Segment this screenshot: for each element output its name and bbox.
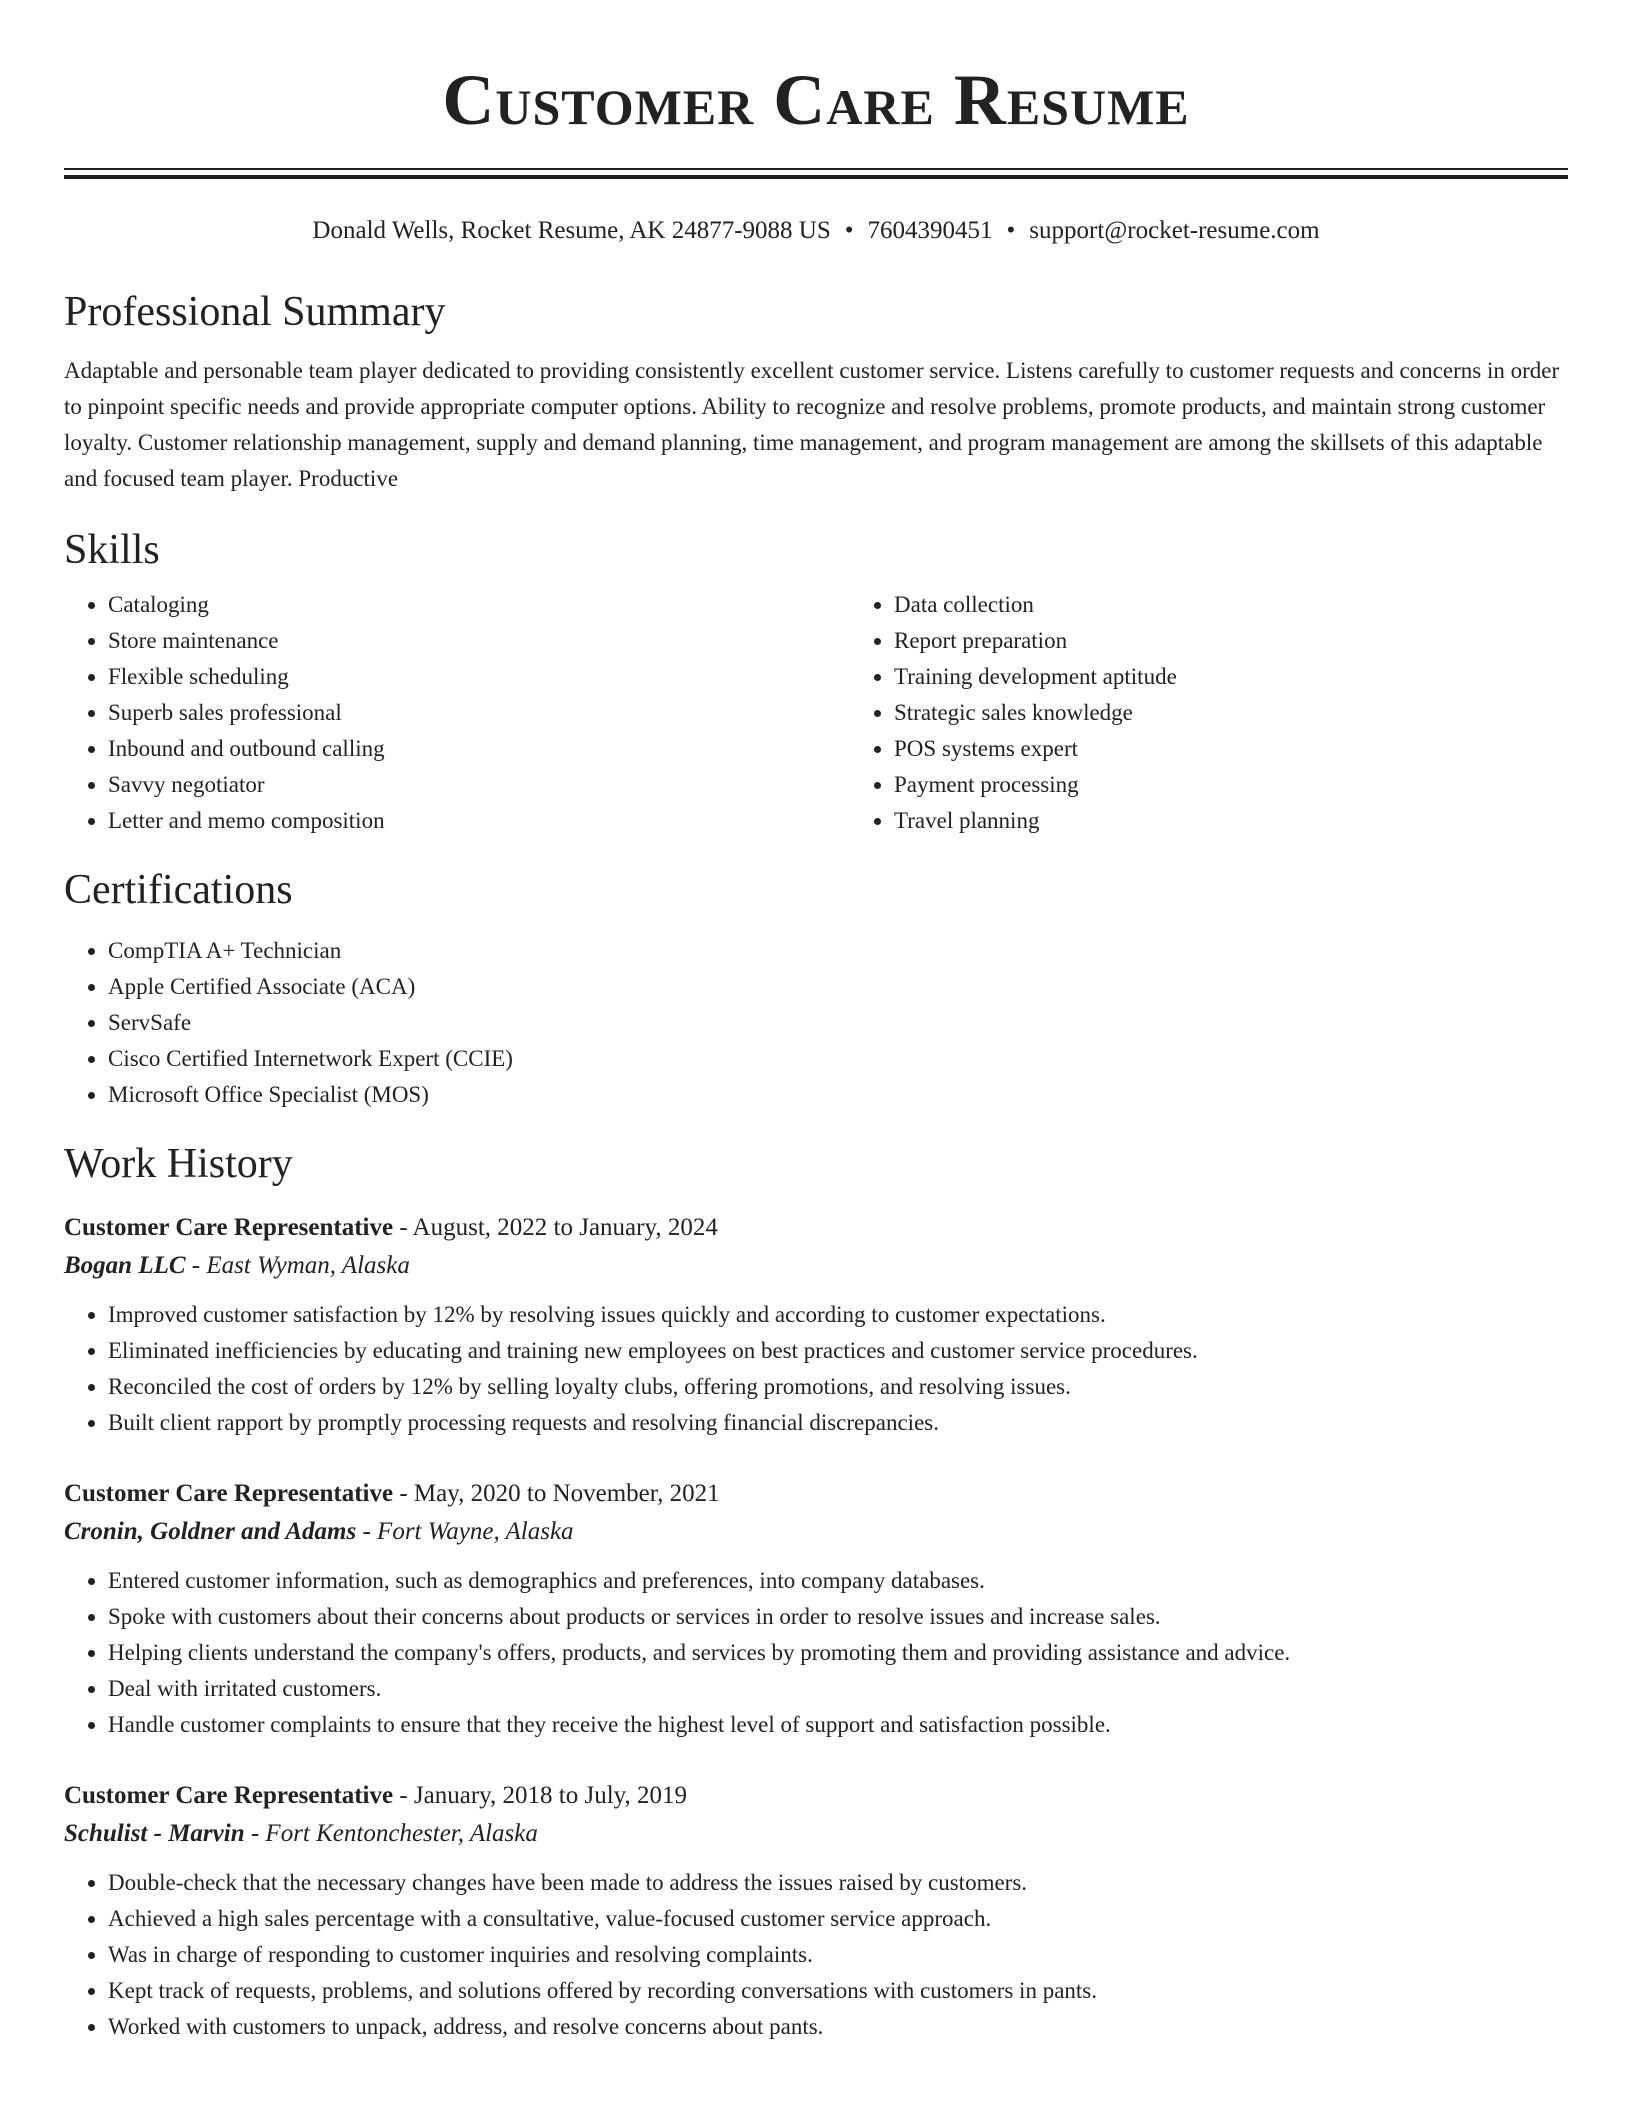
job-company-line [64, 1513, 1568, 1551]
job-bullet: • Achieved a high sales percentage with a consultative, value-focused customer service approach. [108, 1901, 1568, 1937]
job-bullet: • Deal with irritated customers. [108, 1671, 1568, 1707]
job-entry [64, 1777, 1568, 2045]
job-dates: - August, 2022 to January, 2024 [393, 1214, 718, 1241]
resume-content [64, 0, 1568, 2045]
job-company-line [64, 1815, 1568, 1853]
page-title: Customer Care Resume [442, 60, 1190, 140]
job-location: - East Wyman, Alaska [185, 1252, 410, 1279]
contact-address: Donald Wells, Rocket Resume, AK 24877-9088 US [312, 217, 831, 244]
job-bullets [64, 1297, 1568, 1441]
job-header [64, 1777, 1568, 1815]
job-bullet: • Kept track of requests, problems, and solutions offered by recording conversations with customers in pants. [108, 1973, 1568, 2009]
job-bullet: • Improved customer satisfaction by 12% by resolving issues quickly and according to customer expectations. [108, 1297, 1568, 1333]
certification-item: • Cisco Certified Internetwork Expert (CCIE) [108, 1041, 1568, 1077]
skill-item: • Inbound and outbound calling [108, 731, 850, 767]
contact-separator: • [1006, 217, 1016, 244]
job-bullets [64, 1865, 1568, 2045]
job-bullet: • Spoke with customers about their concerns about products or services in order to resolve issues and increase sales. [108, 1599, 1568, 1635]
summary-text: Adaptable and personable team player dedicated to providing consistently excellent customer service. Listens carefully to customer requests and concerns in order to pinpoint specific needs and provide appropriate computer options. Ability to recognize and resolve problems, promote products, and maintain strong customer loyalty. Customer relationship management, supply and demand planning, time management, and program management are among the skillsets of this adaptable and focused team player. Productive [64, 358, 1560, 491]
job-entry [64, 1209, 1568, 1441]
job-bullet: • Was in charge of responding to customer inquiries and resolving complaints. [108, 1937, 1568, 1973]
skill-item: • Travel planning [894, 803, 1568, 839]
certification-item: • Apple Certified Associate (ACA) [108, 969, 1568, 1005]
job-dates: - January, 2018 to July, 2019 [393, 1782, 688, 1809]
job-company: Cronin, Goldner and Adams [64, 1518, 357, 1545]
certification-item: • ServSafe [108, 1005, 1568, 1041]
job-bullet: • Helping clients understand the company's offers, products, and services by promoting them and providing assistance and advice. [108, 1635, 1568, 1671]
job-bullet: • Eliminated inefficiencies by educating and training new employees on best practices and customer service procedures. [108, 1333, 1568, 1369]
job-title: Customer Care Representative [64, 1480, 394, 1507]
job-header [64, 1475, 1568, 1513]
job-location: - Fort Wayne, Alaska [356, 1518, 574, 1545]
job-company: Bogan LLC [64, 1252, 186, 1279]
job-header [64, 1209, 1568, 1247]
skill-item: • Store maintenance [108, 623, 850, 659]
summary-heading: Professional Summary [64, 289, 446, 335]
work-history-heading: Work History [64, 1141, 293, 1187]
job-bullet: • Handle customer complaints to ensure that they receive the highest level of support and satisfaction possible. [108, 1707, 1568, 1743]
contact-phone: 7604390451 [867, 217, 993, 244]
job-company-line [64, 1247, 1568, 1285]
skill-item: • Payment processing [894, 767, 1568, 803]
skill-item: • Letter and memo composition [108, 803, 850, 839]
job-bullet: • Worked with customers to unpack, address, and resolve concerns about pants. [108, 2009, 1568, 2045]
skills-list-right [850, 587, 1568, 839]
skill-item: • Report preparation [894, 623, 1568, 659]
job-title: Customer Care Representative [64, 1782, 394, 1809]
skill-item: • Superb sales professional [108, 695, 850, 731]
divider-thin-line [64, 168, 1568, 170]
skill-item: • Savvy negotiator [108, 767, 850, 803]
job-bullet: • Built client rapport by promptly processing requests and resolving financial discrepancies. [108, 1405, 1568, 1441]
job-title: Customer Care Representative [64, 1214, 394, 1241]
certification-item: • CompTIA A+ Technician [108, 933, 1568, 969]
skills-heading: Skills [64, 527, 160, 573]
contact-separator: • [844, 217, 854, 244]
job-bullet: • Entered customer information, such as demographics and preferences, into company databases. [108, 1563, 1568, 1599]
skills-columns [64, 587, 1568, 839]
divider-thick-line [64, 175, 1568, 179]
job-bullet: • Double-check that the necessary changes have been made to address the issues raised by customers. [108, 1865, 1568, 1901]
job-company: Schulist - Marvin [64, 1820, 245, 1847]
title-divider [64, 168, 1568, 179]
job-location: - Fort Kentonchester, Alaska [244, 1820, 538, 1847]
certifications-heading: Certifications [64, 867, 293, 913]
skill-item: • POS systems expert [894, 731, 1568, 767]
skill-item: • Flexible scheduling [108, 659, 850, 695]
skills-list-left [64, 587, 850, 839]
skill-item: • Strategic sales knowledge [894, 695, 1568, 731]
certification-item: • Microsoft Office Specialist (MOS) [108, 1077, 1568, 1113]
job-bullet: • Reconciled the cost of orders by 12% by selling loyalty clubs, offering promotions, and resolving issues. [108, 1369, 1568, 1405]
job-bullets [64, 1563, 1568, 1743]
certifications-list [64, 933, 1568, 1113]
skill-item: • Data collection [894, 587, 1568, 623]
skill-item: • Cataloging [108, 587, 850, 623]
job-dates: - May, 2020 to November, 2021 [393, 1480, 720, 1507]
skill-item: • Training development aptitude [894, 659, 1568, 695]
contact-email: support@rocket-resume.com [1029, 217, 1320, 244]
contact-info [64, 215, 1568, 247]
job-entry [64, 1475, 1568, 1743]
